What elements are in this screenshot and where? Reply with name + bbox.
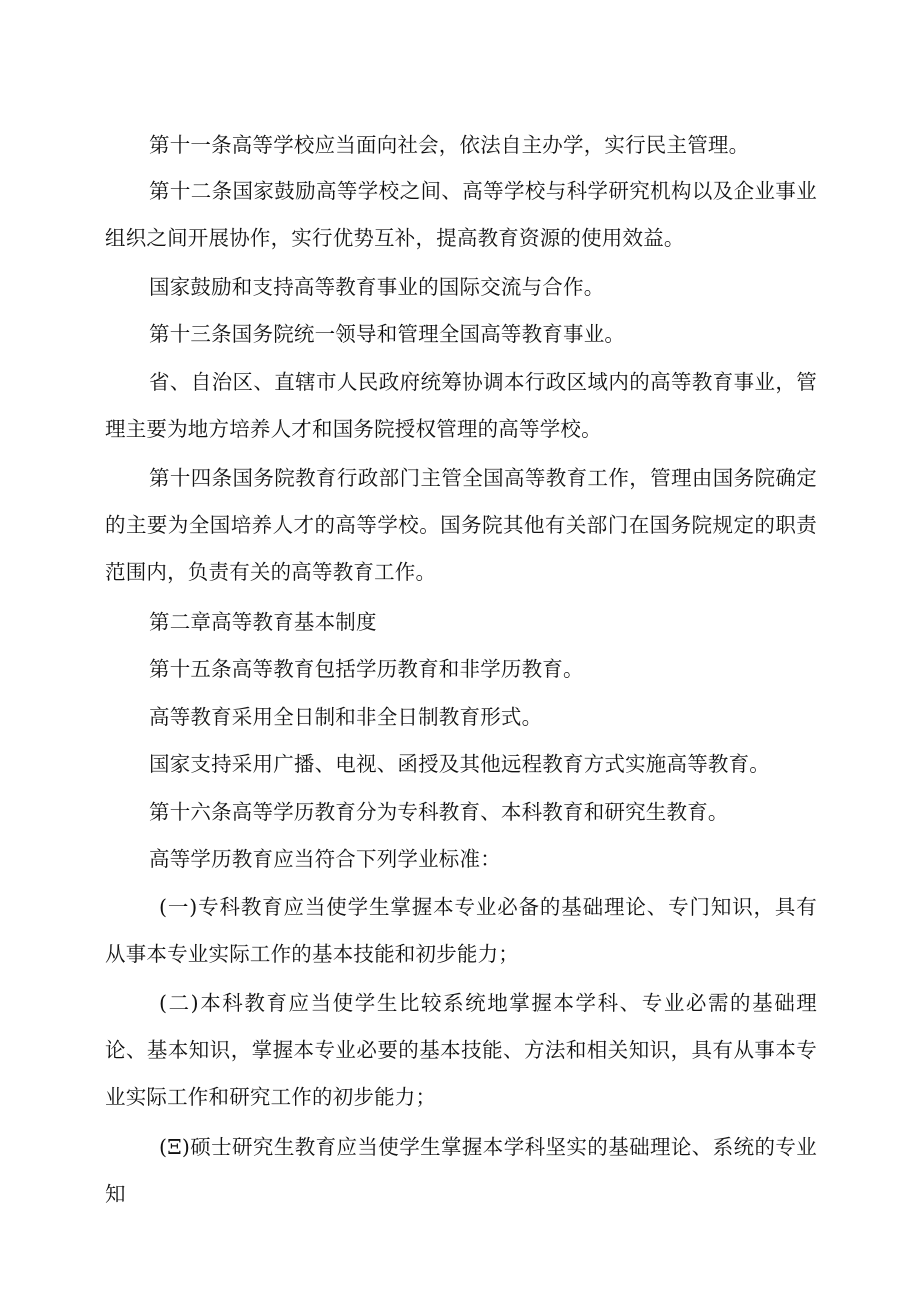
paragraph-article-14: 第十四条国务院教育行政部门主管全国高等教育工作，管理由国务院确定的主要为全国培养人才的高等学校。国务院其他有关部门在国务院规定的职责范围内，负责有关的高等教育工作。 bbox=[105, 466, 817, 584]
paragraph-academic-standards: 高等学历教育应当符合下列学业标准： bbox=[149, 847, 501, 871]
paragraph-article-11: 第十一条高等学校应当面向社会，依法自主办学，实行民主管理。 bbox=[149, 133, 750, 157]
list-item-junior-college: (一)专科教育应当使学生掌握本专业必备的基础理论、专门知识，具有从事本专业实际工作的基本技能和初步能力； bbox=[105, 895, 817, 966]
paragraph-education-forms: 高等教育采用全日制和非全日制教育形式。 bbox=[149, 705, 543, 729]
list-item-undergraduate: (二)本科教育应当使学生比较系统地掌握本学科、专业必需的基础理论、基本知识，掌握本专业必要的基本技能、方法和相关知识，具有从事本专业实际工作和研究工作的初步能力； bbox=[105, 991, 817, 1109]
paragraph-article-13: 第十三条国务院统一领导和管理全国高等教育事业。 bbox=[149, 322, 626, 346]
paragraph-provincial-coordination: 省、自治区、直辖市人民政府统筹协调本行政区域内的高等教育事业，管理主要为地方培养人才和国务院授权管理的高等学校。 bbox=[105, 370, 817, 441]
paragraph-remote-education: 国家支持采用广播、电视、函授及其他远程教育方式实施高等教育。 bbox=[149, 752, 770, 776]
paragraph-article-16: 第十六条高等学历教育分为专科教育、本科教育和研究生教育。 bbox=[149, 800, 729, 824]
paragraph-article-12: 第十二条国家鼓励高等学校之间、高等学校与科学研究机构以及企业事业组织之间开展协作，实行优势互补，提高教育资源的使用效益。 bbox=[105, 179, 817, 250]
paragraph-international-exchange: 国家鼓励和支持高等教育事业的国际交流与合作。 bbox=[149, 275, 605, 299]
paragraph-article-15: 第十五条高等教育包括学历教育和非学历教育。 bbox=[149, 657, 584, 681]
list-item-masters: (Ξ)硕士研究生教育应当使学生掌握本学科坚实的基础理论、系统的专业知 bbox=[105, 1135, 817, 1206]
chapter-heading: 第二章高等教育基本制度 bbox=[149, 610, 377, 634]
